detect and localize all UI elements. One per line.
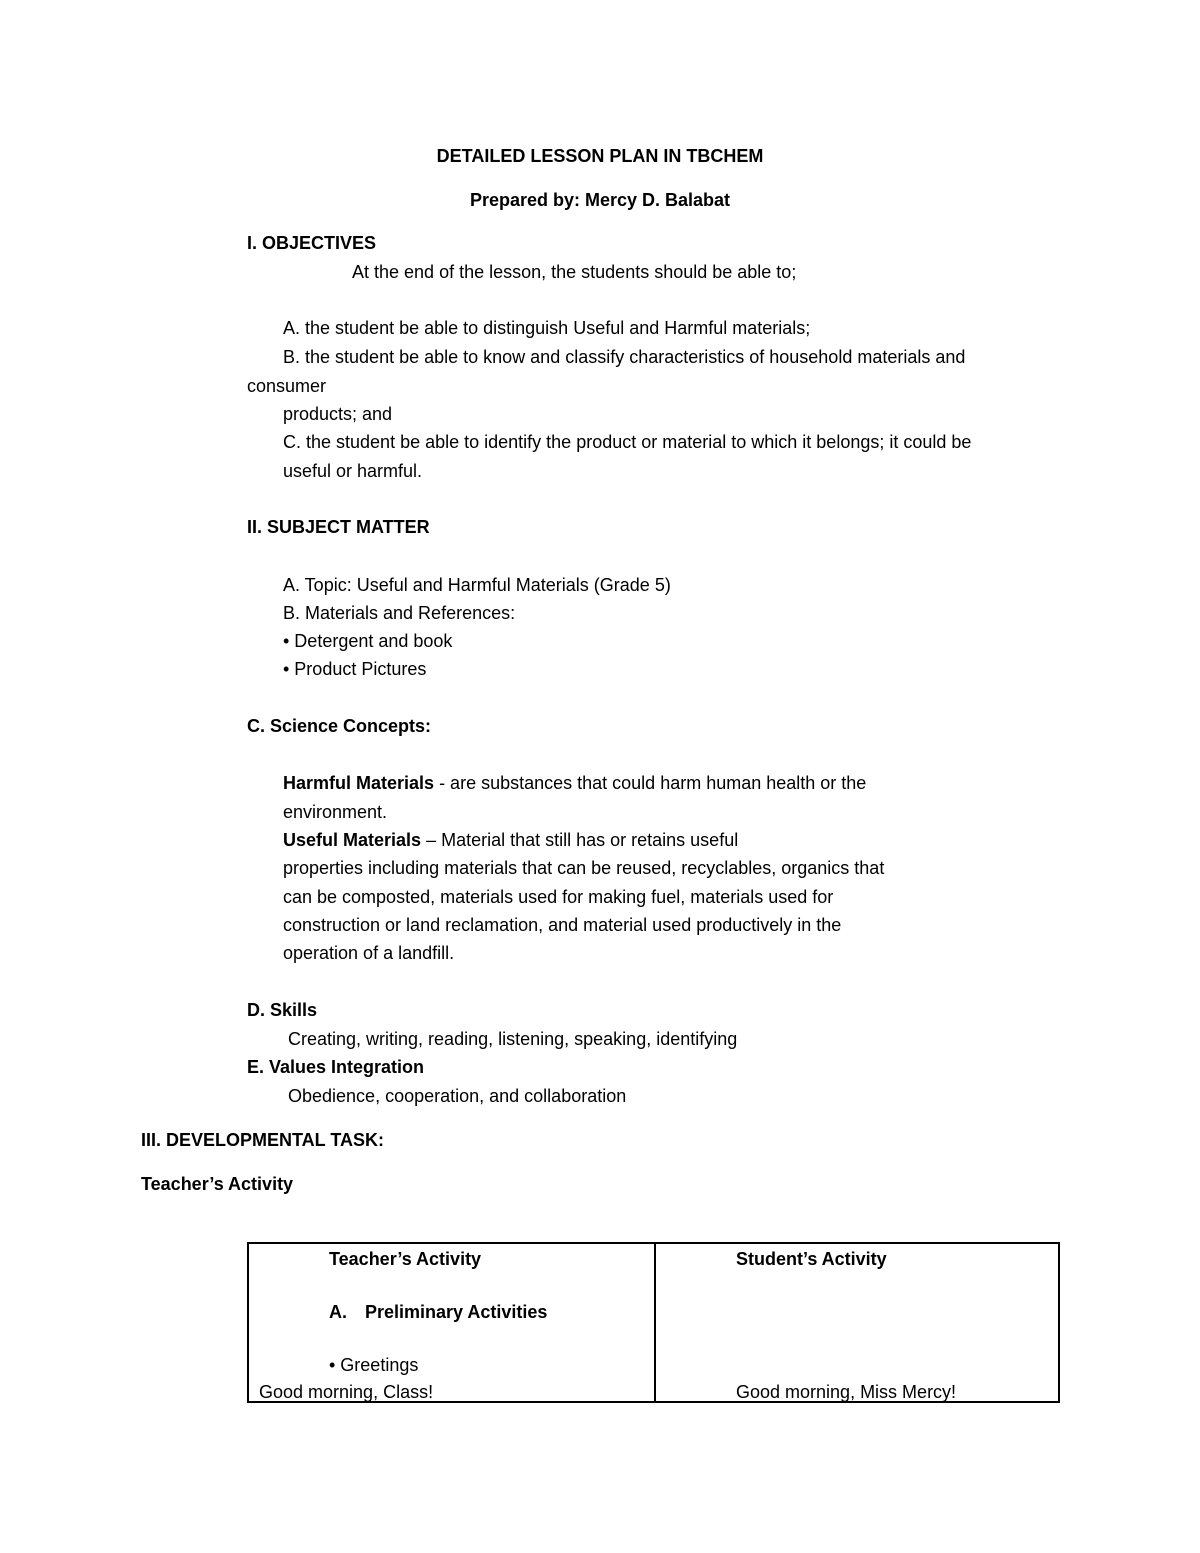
student-activity-cell <box>655 1243 1059 1402</box>
prepared-by: Prepared by: Mercy D. Balabat <box>469 190 731 210</box>
student-greeting-line: Good morning, Miss Mercy! <box>736 1382 957 1402</box>
topic-line: A. Topic: Useful and Harmful Materials (Grade 5) <box>283 575 671 595</box>
student-activity-header: Student’s Activity <box>736 1249 887 1269</box>
useful-term: Useful Materials <box>283 830 422 850</box>
preliminary-letter: A. <box>329 1302 347 1322</box>
useful-definition <box>283 831 738 849</box>
science-concepts-heading: C. Science Concepts: <box>247 716 432 736</box>
developmental-task-heading: III. DEVELOPMENTAL TASK: <box>141 1130 385 1150</box>
teacher-activity-header: Teacher’s Activity <box>329 1249 482 1269</box>
skills-text: Creating, writing, reading, listening, speaking, identifying <box>288 1029 738 1049</box>
objective-c-line2: useful or harmful. <box>283 461 423 481</box>
teacher-activity-cell <box>248 1243 655 1402</box>
harmful-def-1: - are substances that could harm human health or the <box>434 773 867 793</box>
preliminary-activities <box>329 1303 547 1321</box>
material-item: • Detergent and book <box>283 631 453 651</box>
objective-b-line1: B. the student be able to know and classify characteristics of household materials and <box>283 347 966 367</box>
objectives-intro: At the end of the lesson, the students should be able to; <box>352 262 797 282</box>
harmful-def-2: environment. <box>283 802 388 822</box>
useful-def-4: construction or land reclamation, and material used productively in the <box>283 915 842 935</box>
subject-matter-heading: II. SUBJECT MATTER <box>247 517 430 537</box>
objective-b-line2: consumer <box>247 376 327 396</box>
preliminary-label: Preliminary Activities <box>365 1302 548 1322</box>
useful-def-2: properties including materials that can be reused, recyclables, organics that <box>283 858 885 878</box>
values-heading: E. Values Integration <box>247 1057 425 1077</box>
objective-b-line3: products; and <box>283 404 393 424</box>
values-text: Obedience, cooperation, and collaboration <box>288 1086 627 1106</box>
objective-a: A. the student be able to distinguish Useful and Harmful materials; <box>283 318 811 338</box>
objective-c-line1: C. the student be able to identify the product or material to which it belongs; it could be <box>283 432 972 452</box>
teacher-greeting-line: Good morning, Class! <box>259 1382 434 1402</box>
useful-def-5: operation of a landfill. <box>283 943 455 963</box>
greetings-item: • Greetings <box>329 1355 419 1375</box>
material-item: • Product Pictures <box>283 659 427 679</box>
harmful-term: Harmful Materials <box>283 773 435 793</box>
document-title: DETAILED LESSON PLAN IN TBCHEM <box>436 146 764 166</box>
activity-table <box>247 1242 1060 1403</box>
skills-heading: D. Skills <box>247 1000 318 1020</box>
teachers-activity-subheading: Teacher’s Activity <box>141 1174 294 1194</box>
materials-heading: B. Materials and References: <box>283 603 516 623</box>
useful-def-1: – Material that still has or retains useful <box>421 830 739 850</box>
objectives-heading: I. OBJECTIVES <box>247 233 377 253</box>
useful-def-3: can be composted, materials used for making fuel, materials used for <box>283 887 834 907</box>
harmful-definition <box>283 774 866 792</box>
